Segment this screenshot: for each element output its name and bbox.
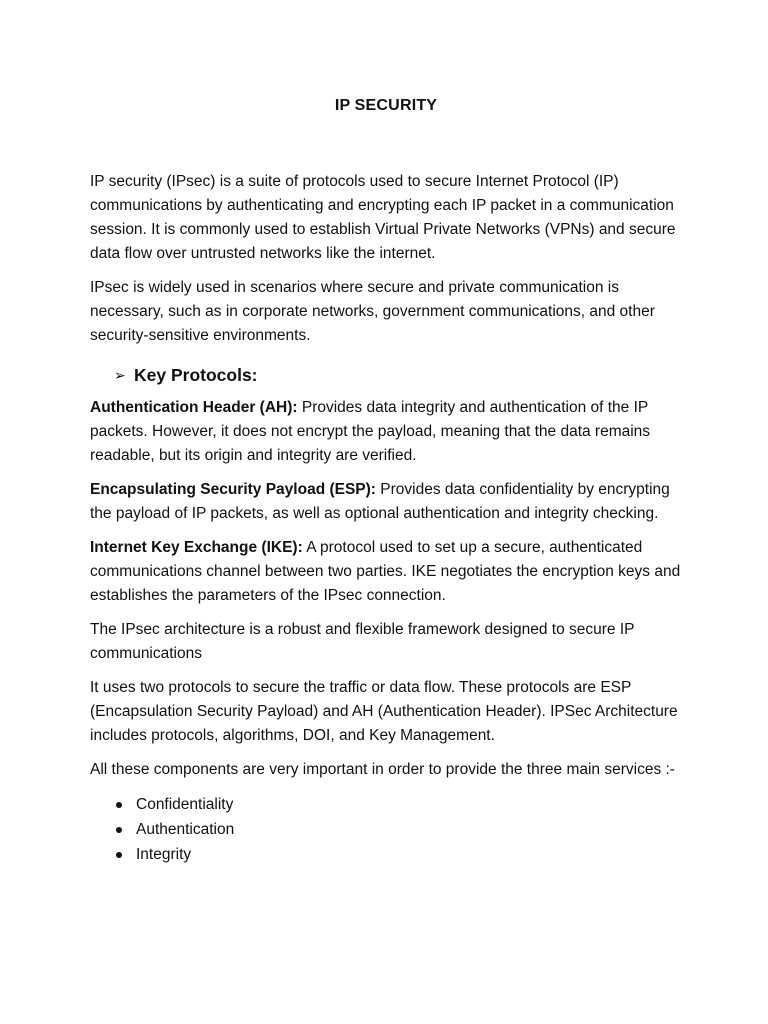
section-heading-key-protocols: [114, 362, 682, 388]
service-label: Confidentiality: [136, 795, 234, 813]
protocol-term: Internet Key Exchange (IKE):: [90, 539, 303, 556]
bullet-icon: [116, 852, 122, 858]
document-body: [90, 94, 682, 867]
bullet-icon: [116, 802, 122, 808]
service-label: Integrity: [136, 845, 192, 863]
services-list: [90, 792, 682, 867]
section-heading-label: Key Protocols:: [134, 365, 258, 385]
protocol-term: Encapsulating Security Payload (ESP):: [90, 481, 376, 498]
service-label: Authentication: [136, 820, 235, 838]
protocol-description: Provides data confidentiality by encrypting the payload of IP packets, as well as optional authentication and integrity checking.: [90, 481, 670, 522]
protocol-ike-paragraph: [90, 536, 682, 608]
protocol-description: Provides data integrity and authentication of the IP packets. However, it does not encrypt the payload, meaning that the data remains readable, but its origin and integrity are verified.: [90, 399, 651, 464]
protocol-description: A protocol used to set up a secure, authenticated communications channel between two parties. IKE negotiates the encryption keys and establishes the parameters of the IPsec connection.: [90, 539, 681, 604]
intro-paragraph: IPsec is widely used in scenarios where secure and private communication is necessary, such as in corporate networks, government communications, and other security-sensitive environments.: [90, 279, 655, 344]
architecture-paragraph: It uses two protocols to secure the traffic or data flow. These protocols are ESP (Encapsulation Security Payload) and AH (Authentication Header). IPSec Architecture includes protocols, algorithms, DOI, and Key Management.: [90, 679, 678, 744]
architecture-paragraph: The IPsec architecture is a robust and flexible framework designed to secure IP communications: [90, 621, 635, 662]
page-title: IP SECURITY: [334, 97, 438, 114]
list-item: [90, 817, 682, 842]
intro-paragraph: IP security (IPsec) is a suite of protocols used to secure Internet Protocol (IP) communications by authenticating and encrypting each IP packet in a communication session. It is commonly used to establish Virtual Private Networks (VPNs) and secure data flow over untrusted networks like the internet.: [90, 173, 676, 262]
architecture-paragraph: All these components are very important in order to provide the three main services :-: [90, 761, 675, 778]
protocol-ah-paragraph: [90, 396, 682, 468]
bullet-icon: [116, 827, 122, 833]
list-item: [90, 792, 682, 817]
protocol-term: Authentication Header (AH):: [90, 399, 298, 416]
arrow-bullet-icon: ➢: [114, 367, 126, 383]
protocol-esp-paragraph: [90, 478, 682, 526]
list-item: [90, 842, 682, 867]
